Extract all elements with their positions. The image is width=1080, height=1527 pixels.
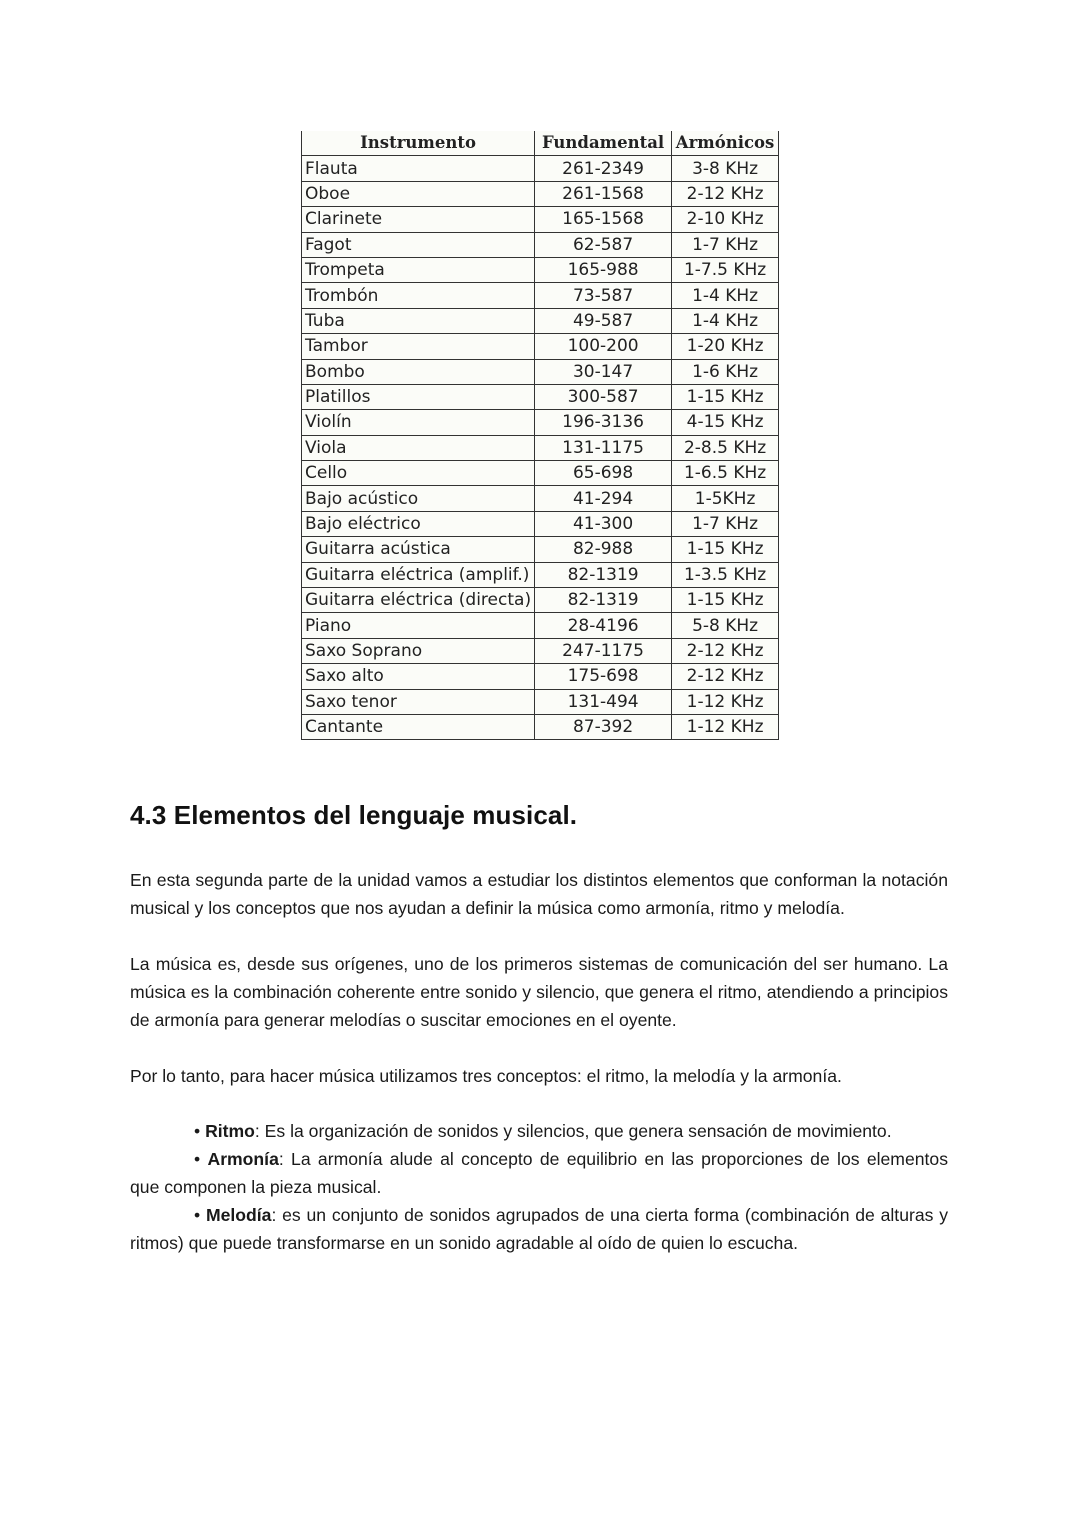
- definition-ritmo: : Es la organización de sonidos y silencios, que genera sensación de movimiento.: [254, 1121, 892, 1141]
- harmonics-cell: 1-7 KHz: [672, 232, 779, 257]
- harmonics-cell: 1-3.5 KHz: [672, 562, 779, 587]
- harmonics-cell: 1-6 KHz: [672, 359, 779, 384]
- table-body: [302, 156, 779, 740]
- fundamental-cell: 175-698: [535, 664, 672, 689]
- fundamental-cell: 62-587: [535, 232, 672, 257]
- table-row: [302, 664, 779, 689]
- fundamental-cell: 65-698: [535, 461, 672, 486]
- fundamental-cell: 82-1319: [535, 562, 672, 587]
- definition-paragraph: La música es, desde sus orígenes, uno de los primeros sistemas de comunicación del ser humano. La música es la combinación coherente entre sonido y silencio, que genera el ritmo, atendiendo a principios de armonía para generar melodías o suscitar emociones en el oyente.: [130, 954, 948, 1030]
- instrument-cell: Saxo tenor: [302, 689, 535, 714]
- fundamental-cell: 41-294: [535, 486, 672, 511]
- fundamental-cell: 49-587: [535, 308, 672, 333]
- table-row: [302, 689, 779, 714]
- harmonics-cell: 4-15 KHz: [672, 410, 779, 435]
- header-fundamental: Fundamental: [535, 131, 672, 156]
- table-row: [302, 207, 779, 232]
- table-row: [302, 308, 779, 333]
- fundamental-cell: 165-1568: [535, 207, 672, 232]
- table-row: [302, 283, 779, 308]
- table-row: [302, 181, 779, 206]
- instrument-frequency-table: [301, 131, 779, 740]
- harmonics-cell: 1-20 KHz: [672, 334, 779, 359]
- harmonics-cell: 1-5KHz: [672, 486, 779, 511]
- instrument-cell: Guitarra eléctrica (directa): [302, 588, 535, 613]
- table-row: [302, 537, 779, 562]
- instrument-cell: Trombón: [302, 283, 535, 308]
- instrument-cell: Saxo alto: [302, 664, 535, 689]
- instrument-cell: Guitarra acústica: [302, 537, 535, 562]
- instrument-cell: Trompeta: [302, 257, 535, 282]
- definition-melodia: : es un conjunto de sonidos agrupados de una cierta forma (combinación de alturas y ritmos) que puede transformarse en un sonido agradable al oído de quien lo escucha.: [130, 1205, 948, 1253]
- fundamental-cell: 100-200: [535, 334, 672, 359]
- header-armonicos: Armónicos: [672, 131, 779, 156]
- harmonics-cell: 1-15 KHz: [672, 588, 779, 613]
- instrument-cell: Viola: [302, 435, 535, 460]
- fundamental-cell: 87-392: [535, 714, 672, 739]
- table-row: [302, 613, 779, 638]
- intro-paragraph: En esta segunda parte de la unidad vamos a estudiar los distintos elementos que conforman la notación musical y los conceptos que nos ayudan a definir la música como armonía, ritmo y melodía.: [130, 870, 948, 918]
- table-row: [302, 588, 779, 613]
- harmonics-cell: 1-15 KHz: [672, 384, 779, 409]
- instrument-cell: Saxo Soprano: [302, 638, 535, 663]
- instrument-cell: Fagot: [302, 232, 535, 257]
- fundamental-cell: 82-988: [535, 537, 672, 562]
- fundamental-cell: 82-1319: [535, 588, 672, 613]
- table-row: [302, 410, 779, 435]
- instrument-cell: Bombo: [302, 359, 535, 384]
- fundamental-cell: 73-587: [535, 283, 672, 308]
- table-row: [302, 232, 779, 257]
- fundamental-cell: 300-587: [535, 384, 672, 409]
- instrument-cell: Violín: [302, 410, 535, 435]
- instrument-cell: Flauta: [302, 156, 535, 181]
- table-header-row: [302, 131, 779, 156]
- harmonics-cell: 2-12 KHz: [672, 181, 779, 206]
- harmonics-cell: 1-12 KHz: [672, 714, 779, 739]
- instrument-cell: Bajo eléctrico: [302, 511, 535, 536]
- instrument-cell: Clarinete: [302, 207, 535, 232]
- section-heading: 4.3 Elementos del lenguaje musical.: [130, 800, 578, 830]
- harmonics-cell: 2-12 KHz: [672, 638, 779, 663]
- table-row: [302, 156, 779, 181]
- fundamental-cell: 41-300: [535, 511, 672, 536]
- harmonics-cell: 1-6.5 KHz: [672, 461, 779, 486]
- bullet-icon: •: [194, 1121, 201, 1141]
- fundamental-cell: 261-1568: [535, 181, 672, 206]
- instrument-cell: Piano: [302, 613, 535, 638]
- harmonics-cell: 2-10 KHz: [672, 207, 779, 232]
- table-row: [302, 511, 779, 536]
- instrument-cell: Cello: [302, 461, 535, 486]
- instrument-cell: Cantante: [302, 714, 535, 739]
- table-row: [302, 435, 779, 460]
- fundamental-cell: 131-494: [535, 689, 672, 714]
- table-row: [302, 486, 779, 511]
- definition-armonia: : La armonía alude al concepto de equilibrio en las proporciones de los elementos que componen la pieza musical.: [130, 1149, 949, 1197]
- concepts-list: [130, 1117, 948, 1257]
- harmonics-cell: 3-8 KHz: [672, 156, 779, 181]
- term-melodia: Melodía: [205, 1205, 272, 1225]
- list-item-melodia: [130, 1201, 948, 1257]
- table-row: [302, 257, 779, 282]
- instrument-cell: Guitarra eléctrica (amplif.): [302, 562, 535, 587]
- table-row: [302, 359, 779, 384]
- table-row: [302, 384, 779, 409]
- list-item-armonia: [130, 1145, 948, 1201]
- bullet-icon: •: [194, 1205, 201, 1225]
- fundamental-cell: 131-1175: [535, 435, 672, 460]
- harmonics-cell: 1-4 KHz: [672, 308, 779, 333]
- harmonics-cell: 2-8.5 KHz: [672, 435, 779, 460]
- fundamental-cell: 30-147: [535, 359, 672, 384]
- instrument-cell: Platillos: [302, 384, 535, 409]
- instrument-cell: Bajo acústico: [302, 486, 535, 511]
- concepts-paragraph: Por lo tanto, para hacer música utilizamos tres conceptos: el ritmo, la melodía y la armonía.: [130, 1066, 842, 1086]
- table-row: [302, 461, 779, 486]
- table-row: [302, 638, 779, 663]
- instrument-cell: Oboe: [302, 181, 535, 206]
- table-row: [302, 714, 779, 739]
- instrument-cell: Tuba: [302, 308, 535, 333]
- harmonics-cell: 1-15 KHz: [672, 537, 779, 562]
- harmonics-cell: 2-12 KHz: [672, 664, 779, 689]
- harmonics-cell: 1-4 KHz: [672, 283, 779, 308]
- list-item-ritmo: [130, 1117, 948, 1145]
- harmonics-cell: 1-7.5 KHz: [672, 257, 779, 282]
- term-ritmo: Ritmo: [205, 1121, 255, 1141]
- fundamental-cell: 165-988: [535, 257, 672, 282]
- fundamental-cell: 28-4196: [535, 613, 672, 638]
- instrument-frequency-table-wrapper: [301, 131, 779, 740]
- term-armonia: Armonía: [207, 1149, 279, 1169]
- fundamental-cell: 247-1175: [535, 638, 672, 663]
- fundamental-cell: 261-2349: [535, 156, 672, 181]
- harmonics-cell: 5-8 KHz: [672, 613, 779, 638]
- header-instrumento: Instrumento: [302, 131, 535, 156]
- table-row: [302, 562, 779, 587]
- table-row: [302, 334, 779, 359]
- harmonics-cell: 1-7 KHz: [672, 511, 779, 536]
- bullet-icon: •: [194, 1149, 201, 1169]
- harmonics-cell: 1-12 KHz: [672, 689, 779, 714]
- instrument-cell: Tambor: [302, 334, 535, 359]
- fundamental-cell: 196-3136: [535, 410, 672, 435]
